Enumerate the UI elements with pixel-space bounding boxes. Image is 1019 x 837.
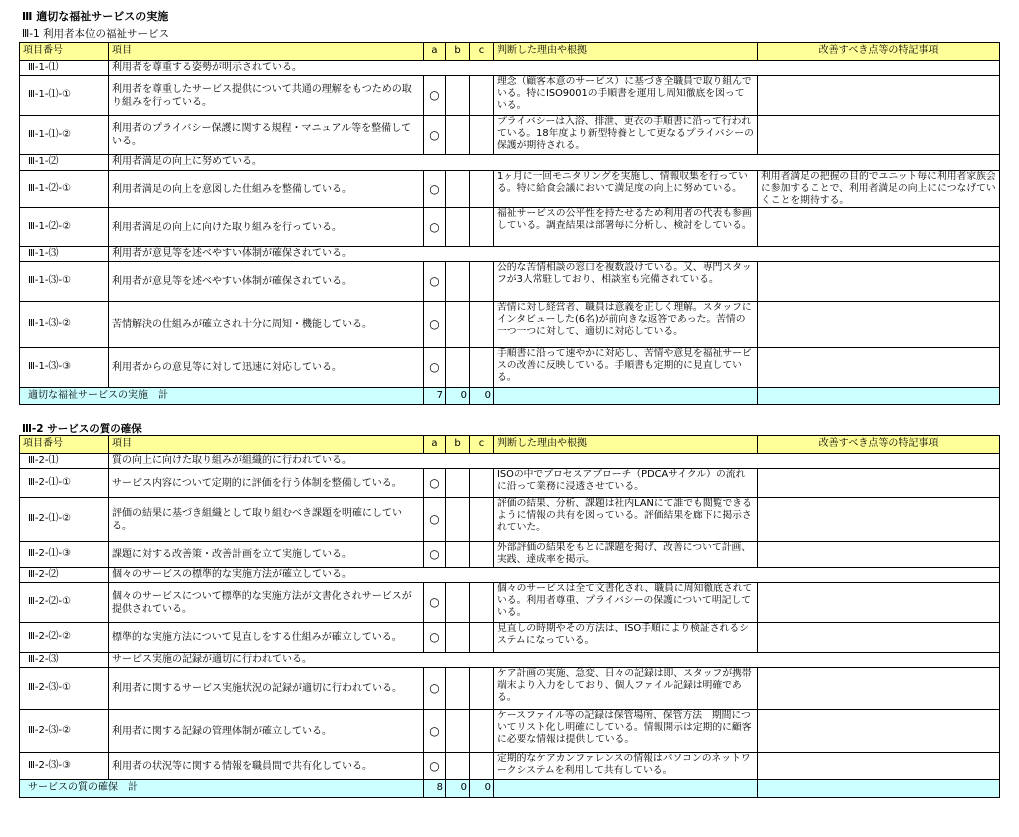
item-text: 利用者に関するサービス実施状況の記録が適切に行われている。 [109,668,424,710]
table-row [20,498,1000,542]
rating-b-cell [446,710,470,753]
item-text: 利用者からの意見等に対して迅速に対応している。 [109,348,424,388]
item-number: Ⅲ-1-⑶-① [20,262,109,302]
rating-c-cell [470,116,494,155]
total-label: サービスの質の確保 計 [20,780,424,798]
table-row [20,76,1000,116]
rating-b-cell [446,469,470,498]
item-number: Ⅲ-2-⑴-③ [20,542,109,568]
item-text: サービス内容について定期的に評価を行う体制を整備している。 [109,469,424,498]
header-b: b [446,436,470,454]
total-note-cell [758,780,1000,798]
table-row [20,116,1000,155]
category-row [20,247,1000,262]
item-text: 個々のサービスについて標準的な実施方法が文書化されサービスが提供されている。 [109,583,424,623]
rating-a-mark: ○ [424,171,446,208]
note-text [758,753,1000,780]
rating-c-cell [470,753,494,780]
note-text [758,623,1000,653]
item-text: 評価の結果に基づき組織として取り組むべき課題を明確にしている。 [109,498,424,542]
rating-a-mark: ○ [424,668,446,710]
category-title: 利用者が意見等を述べやすい体制が確保されている。 [109,247,1000,262]
category-title: 個々のサービスの標準的な実施方法が確立している。 [109,568,1000,583]
total-a: 7 [424,388,446,405]
rating-b-cell [446,76,470,116]
total-b: 0 [446,388,470,405]
note-text [758,116,1000,155]
category-row [20,155,1000,171]
item-text: 利用者に関する記録の管理体制が確立している。 [109,710,424,753]
reason-text: 評価の結果、分析、課題は社内LANにて誰でも閲覧できるように情報の共有を図っている。評価結果を廊下に掲示されていた。 [494,498,758,542]
table-row [20,348,1000,388]
rating-c-cell [470,469,494,498]
rating-c-cell [470,583,494,623]
header-c: c [470,43,494,61]
item-number: Ⅲ-2-⑶-① [20,668,109,710]
rating-c-cell [470,348,494,388]
category-row [20,568,1000,583]
table-row [20,302,1000,348]
section-1-title: Ⅲ-1 利用者本位の福祉サービス [22,28,170,40]
rating-c-cell [470,668,494,710]
rating-b-cell [446,208,470,247]
item-number: Ⅲ-2-⑵ [20,568,109,583]
table-row [20,208,1000,247]
item-number: Ⅲ-2-⑴ [20,454,109,469]
rating-b-cell [446,753,470,780]
table-row [20,171,1000,208]
item-text: 利用者の状況等に関する情報を職員間で共有化している。 [109,753,424,780]
table-row [20,668,1000,710]
note-text [758,710,1000,753]
item-text: 利用者を尊重したサービス提供について共通の理解をもつための取り組みを行っている。 [109,76,424,116]
item-number: Ⅲ-1-⑴ [20,61,109,76]
header-reason: 判断した理由や根拠 [494,43,758,61]
item-number: Ⅲ-1-⑵-① [20,171,109,208]
item-number: Ⅲ-2-⑴-② [20,498,109,542]
rating-b-cell [446,542,470,568]
rating-b-cell [446,348,470,388]
rating-b-cell [446,623,470,653]
rating-a-mark: ○ [424,76,446,116]
header-row [20,436,1000,454]
rating-a-mark: ○ [424,302,446,348]
rating-a-mark: ○ [424,753,446,780]
header-row [20,43,1000,61]
rating-a-mark: ○ [424,469,446,498]
category-title: 質の向上に向けた取り組みが組織的に行われている。 [109,454,1000,469]
rating-c-cell [470,208,494,247]
note-text [758,498,1000,542]
header-item: 項目 [109,436,424,454]
item-number: Ⅲ-2-⑵-① [20,583,109,623]
table-row [20,623,1000,653]
item-number: Ⅲ-2-⑵-② [20,623,109,653]
section-2-title: Ⅲ-2 サービスの質の確保 [22,423,142,435]
rating-c-cell [470,710,494,753]
reason-text: ケースファイル等の記録は保管場所、保管方法 期間についてリスト化し明確にしている。情報開示は定期的に顧客に必要な情報は提供している。 [494,710,758,753]
category-title: サービス実施の記録が適切に行われている。 [109,653,1000,668]
category-row [20,653,1000,668]
note-text [758,208,1000,247]
header-note: 改善すべき点等の特記事項 [758,43,1000,61]
item-number: Ⅲ-1-⑶-② [20,302,109,348]
note-text [758,583,1000,623]
header-reason: 判断した理由や根拠 [494,436,758,454]
rating-b-cell [446,171,470,208]
rating-b-cell [446,583,470,623]
note-text [758,76,1000,116]
item-number: Ⅲ-1-⑶-③ [20,348,109,388]
note-text [758,348,1000,388]
reason-text: 手順書に沿って速やかに対応し、苦情や意見を福祉サービスの改善に反映している。手順書も定期的に見直している。 [494,348,758,388]
item-number: Ⅲ-1-⑴-② [20,116,109,155]
page-title: Ⅲ 適切な福祉サービスの実施 [22,10,169,23]
note-text: 利用者満足の把握の目的でユニット毎に利用者家族会に参加することで、利用者満足の向上ににつなげていくことを期待する。 [758,171,1000,208]
total-row [20,780,1000,798]
reason-text: ケア計画の実施、急変、日々の記録は即、スタッフが携帯端末より入力をしており、個人ファイル記録は明確である。 [494,668,758,710]
reason-text: 1ヶ月に一回モニタリングを実施し、情報収集を行っている。特に給食会議において満足度の向上に努めている。 [494,171,758,208]
header-b: b [446,43,470,61]
table-row [20,710,1000,753]
rating-b-cell [446,668,470,710]
rating-c-cell [470,171,494,208]
item-number: Ⅲ-1-⑵-② [20,208,109,247]
total-label: 適切な福祉サービスの実施 計 [20,388,424,405]
reason-text: 理念（顧客本意のサービス）に基づき全職員で取り組んでいる。特にISO9001の手順書を運用し周知徹底を図っている。 [494,76,758,116]
category-row [20,454,1000,469]
header-c: c [470,436,494,454]
rating-a-mark: ○ [424,262,446,302]
table-row [20,583,1000,623]
rating-b-cell [446,116,470,155]
item-text: 課題に対する改善策・改善計画を立て実施している。 [109,542,424,568]
header-item: 項目 [109,43,424,61]
item-number: Ⅲ-2-⑴-① [20,469,109,498]
header-a: a [424,43,446,61]
reason-text: 福祉サービスの公平性を持たせるため利用者の代表も参画している。調査結果は部署毎に分析し、検討をしている。 [494,208,758,247]
reason-text: プライバシーは入浴、排泄、更衣の手順書に沿って行われている。18年度より新型特養として更なるプライバシーの保護が期待される。 [494,116,758,155]
item-number: Ⅲ-1-⑴-① [20,76,109,116]
item-text: 利用者満足の向上を意図した仕組みを整備している。 [109,171,424,208]
rating-a-mark: ○ [424,583,446,623]
item-text: 利用者が意見等を述べやすい体制が確保されている。 [109,262,424,302]
note-text [758,668,1000,710]
total-row [20,388,1000,405]
rating-c-cell [470,302,494,348]
item-number: Ⅲ-2-⑶-② [20,710,109,753]
item-number: Ⅲ-1-⑵ [20,155,109,171]
note-text [758,262,1000,302]
category-title: 利用者を尊重する姿勢が明示されている。 [109,61,1000,76]
total-reason-cell [494,388,758,405]
rating-a-mark: ○ [424,542,446,568]
header-num: 項目番号 [20,43,109,61]
rating-c-cell [470,623,494,653]
rating-b-cell [446,498,470,542]
total-reason-cell [494,780,758,798]
rating-a-mark: ○ [424,710,446,753]
item-number: Ⅲ-1-⑶ [20,247,109,262]
rating-c-cell [470,262,494,302]
section-1-table [19,42,1000,405]
total-a: 8 [424,780,446,798]
item-text: 利用者のプライバシー保護に関する規程・マニュアル等を整備している。 [109,116,424,155]
item-number: Ⅲ-2-⑶ [20,653,109,668]
category-row [20,61,1000,76]
note-text [758,542,1000,568]
note-text [758,302,1000,348]
total-c: 0 [470,388,494,405]
table-row [20,542,1000,568]
header-note: 改善すべき点等の特記事項 [758,436,1000,454]
table-row [20,262,1000,302]
table-row [20,469,1000,498]
table-row [20,753,1000,780]
rating-a-mark: ○ [424,116,446,155]
header-a: a [424,436,446,454]
header-num: 項目番号 [20,436,109,454]
rating-c-cell [470,542,494,568]
rating-a-mark: ○ [424,498,446,542]
category-title: 利用者満足の向上に努めている。 [109,155,1000,171]
rating-b-cell [446,302,470,348]
total-b: 0 [446,780,470,798]
note-text [758,469,1000,498]
reason-text: 個々のサービスは全て文書化され、職員に周知徹底されている。利用者尊重、プライバシーの保護について明記している。 [494,583,758,623]
rating-a-mark: ○ [424,208,446,247]
rating-b-cell [446,262,470,302]
reason-text: 苦情に対し経営者、職員は意義を正しく理解。スタッフにインタビューした(6名)が前向きな返答であった。苦情の一つ一つに対して、適切に対応している。 [494,302,758,348]
rating-a-mark: ○ [424,623,446,653]
section-2-table [19,435,1000,798]
reason-text: 見直しの時期やその方法は、ISO手順により検証されるシステムになっている。 [494,623,758,653]
item-text: 苦情解決の仕組みが確立され十分に周知・機能している。 [109,302,424,348]
rating-c-cell [470,76,494,116]
total-note-cell [758,388,1000,405]
rating-a-mark: ○ [424,348,446,388]
reason-text: 定期的なケアカンファレンスの情報はパソコンのネットワークシステムを利用して共有している。 [494,753,758,780]
total-c: 0 [470,780,494,798]
item-text: 利用者満足の向上に向けた取り組みを行っている。 [109,208,424,247]
rating-c-cell [470,498,494,542]
reason-text: 外部評価の結果をもとに課題を掲げ、改善について計画、実践、達成率を掲示。 [494,542,758,568]
item-number: Ⅲ-2-⑶-③ [20,753,109,780]
reason-text: ISOの中でプロセスアプローチ（PDCAサイクル）の流れに沿って業務に浸透させている。 [494,469,758,498]
reason-text: 公的な苦情相談の窓口を複数設けている。又、専門スタッフが3人常駐しており、相談室も完備されている。 [494,262,758,302]
item-text: 標準的な実施方法について見直しをする仕組みが確立している。 [109,623,424,653]
